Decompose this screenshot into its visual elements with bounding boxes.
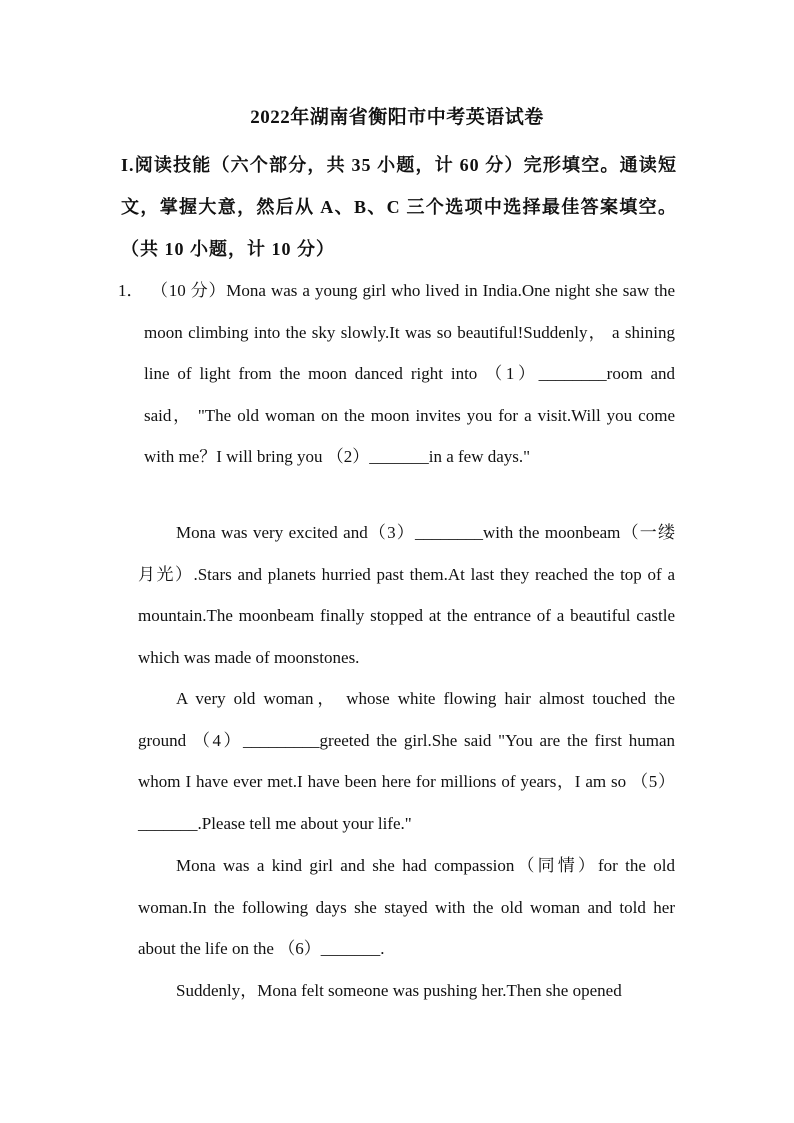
paragraph-1-text: Mona was a young girl who lived in India.One night she saw the moon climbing into the sky slowly.It was so beautiful!Suddenly， a shining line of light from the moon danced right into （1）________room and said， "The old woman on the moon invites you for a visit.Will you come with me？I will bring you （2）_______in a few days." [144, 281, 675, 467]
passage-paragraph-1 [144, 270, 675, 478]
passage-paragraph-5: Suddenly，Mona felt someone was pushing her.Then she opened [176, 981, 622, 1000]
question-points: （10 分） [151, 281, 227, 300]
passage-paragraph-2: Mona was very excited and（3）________with the moonbeam（一缕月光）.Stars and planets hurried past them.At last they reached the top of a mountain.The moonbeam finally stopped at the entrance of a beautiful castle which was made of moonstones. [138, 523, 675, 667]
passage-paragraph-3: A very old woman， whose white flowing hair almost touched the ground （4）_________greeted the girl.She said "You are the first human whom I have ever met.I have been here for millions of years，I am so （5）_______.Please tell me about your life." [138, 689, 675, 833]
section-instructions: I.阅读技能（六个部分，共 35 小题，计 60 分）完形填空。通读短文，掌握大意，然后从 A、B、C 三个选项中选择最佳答案填空。（共 10 小题，计 10 分） [121, 155, 677, 259]
passage-paragraph-4: Mona was a kind girl and she had compassion（同情）for the old woman.In the following days she stayed with the old woman and told her about the life on the （6）_______. [138, 856, 675, 959]
question-number: 1． [118, 281, 144, 300]
page-title: 2022年湖南省衡阳市中考英语试卷 [250, 107, 544, 128]
